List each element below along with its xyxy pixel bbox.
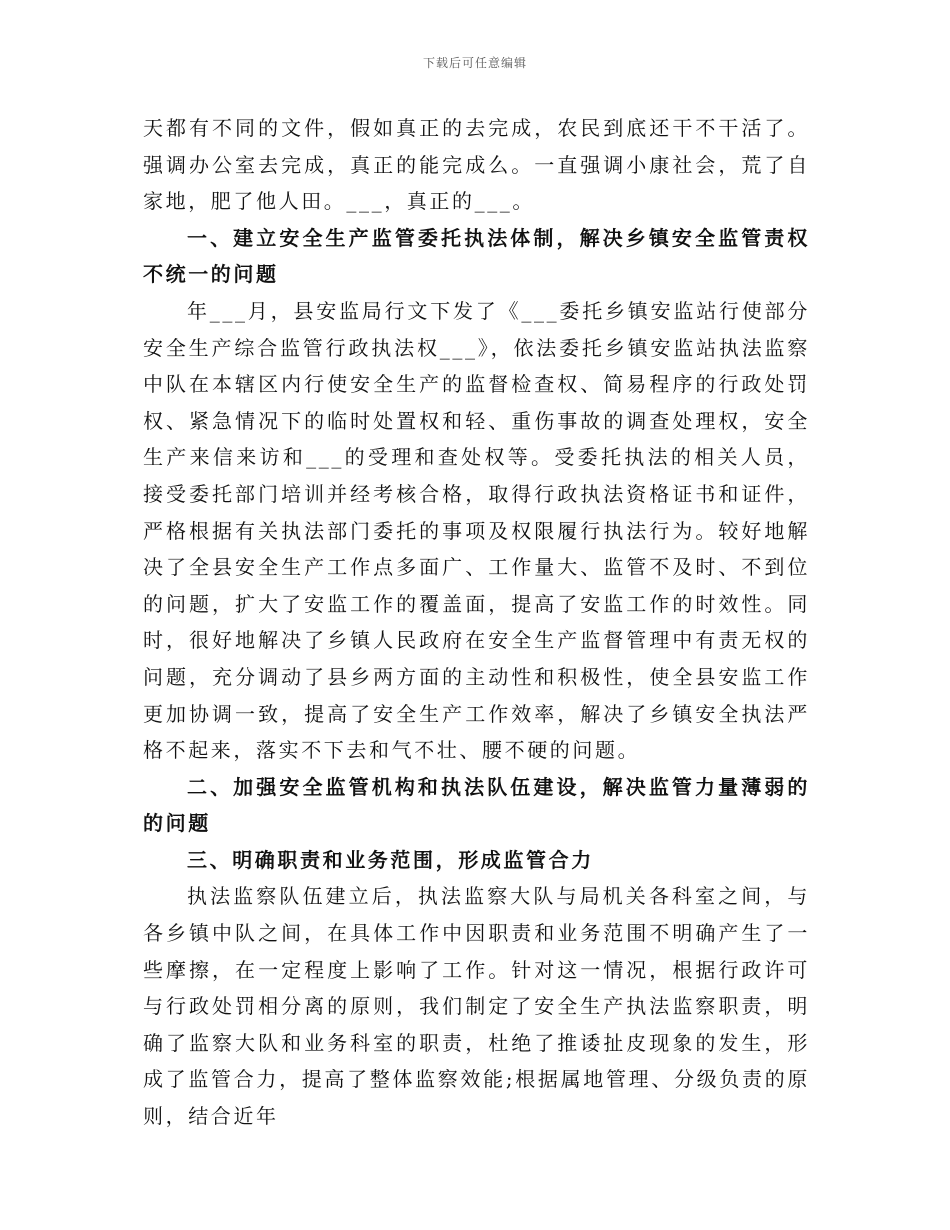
- paragraph-body-3: 执法监察队伍建立后，执法监察大队与局机关各科室之间，与各乡镇中队之间，在具体工作中因职责和业务范围不明确产生了一些摩擦，在一定程度上影响了工作。针对这一情况，根据行政许可与行政处罚相分离的原则，我们制定了安全生产执法监察职责，明确了监察大队和业务科室的职责，杜绝了推诿扯皮现象的发生，形成了监管合力，提高了整体监察效能;根据属地管理、分级负责的原则，结合近年: [143, 884, 810, 1129]
- section-heading-2: 二、加强安全监管机构和执法队伍建设，解决监管力量薄弱的的问题: [143, 774, 810, 836]
- paragraph-continuation: 天都有不同的文件，假如真正的去完成，农民到底还干不干活了。强调办公室去完成，真正的能完成么。一直强调小康社会，荒了自家地，肥了他人田。___，真正的___。: [143, 116, 810, 214]
- section-heading-1: 一、建立安全生产监管委托执法体制，解决乡镇安全监管责权不统一的问题: [143, 225, 810, 287]
- section-heading-3: 三、明确职责和业务范围，形成监管合力: [187, 847, 594, 872]
- page-header: 下载后可任意编辑: [422, 56, 527, 70]
- document-body: [143, 110, 810, 1135]
- paragraph-body-1: 年___月，县安监局行文下发了《___委托乡镇安监站行使部分安全生产综合监管行政执法权___》，依法委托乡镇安监站执法监察中队在本辖区内行使安全生产的监督检查权、简易程序的行政处罚权、紧急情况下的临时处置权和轻、重伤事故的调查处理权，安全生产来信来访和___的受理和查处权等。受委托执法的相关人员，接受委托部门培训并经考核合格，取得行政执法资格证书和证件，严格根据有关执法部门委托的事项及权限履行执法行为。较好地解决了全县安全生产工作点多面广、工作量大、监管不及时、不到位的问题，扩大了安监工作的覆盖面，提高了安监工作的时效性。同时，很好地解决了乡镇人民政府在安全生产监督管理中有责无权的问题，充分调动了县乡两方面的主动性和积极性，使全县安监工作更加协调一致，提高了安全生产工作效率，解决了乡镇安全执法严格不起来，落实不下去和气不壮、腰不硬的问题。: [143, 298, 810, 763]
